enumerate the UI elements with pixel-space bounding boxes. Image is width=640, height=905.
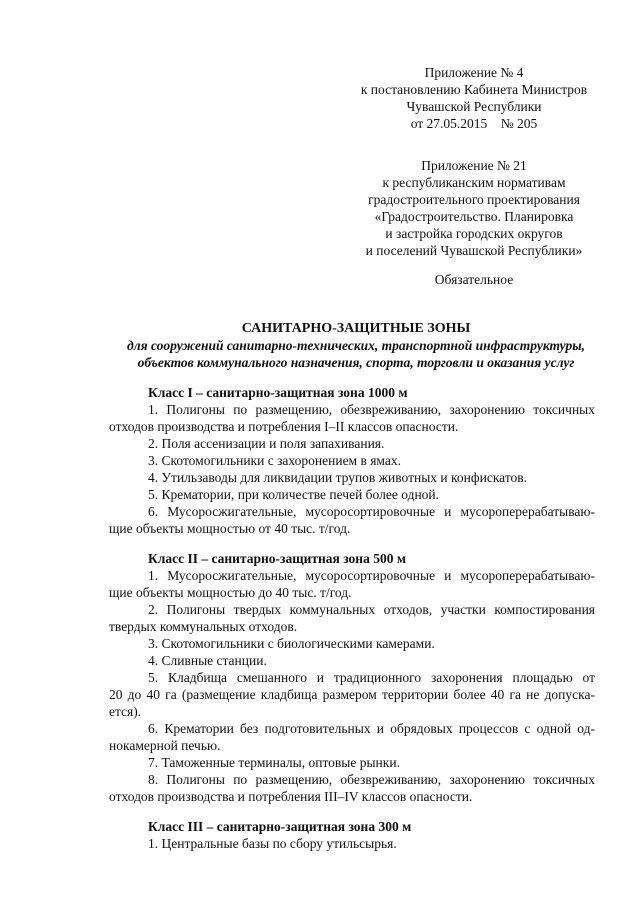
class-1-line: 5. Крематории, при количестве печей более одной.	[148, 487, 440, 502]
class-2-line: нокамерной печью.	[109, 738, 221, 753]
appendix-21-line-2: градостроительного проектирования	[368, 192, 580, 207]
class-2-line: 1. Мусоросжигательные, мусоросортировочные и мусороперерабатываю-	[148, 568, 595, 583]
appendix-4-decree: к постановлению Кабинета Министров	[360, 82, 588, 97]
class-3-heading: Класс III – санитарно-защитная зона 300 м	[148, 819, 412, 834]
class-2-line: 6. Крематории без подготовительных и обрядовых процессов с одной од-	[148, 721, 595, 736]
appendix-21-line-4: и застройка городских округов	[385, 226, 563, 241]
document-title: САНИТАРНО-ЗАЩИТНЫЕ ЗОНЫ	[241, 321, 471, 336]
appendix-21-line-3: «Градостроительство. Планировка	[374, 209, 574, 224]
class-1-heading: Класс I – санитарно-защитная зона 1000 м	[148, 385, 408, 400]
class-2-line: 20 до 40 га (размещение кладбища размером территории более 40 га не допуска-	[109, 687, 595, 702]
class-1-line: 2. Поля ассенизации и поля запахивания.	[148, 436, 385, 451]
document-subtitle-line-1: для сооружений санитарно-технических, транспортной инфраструктуры,	[127, 338, 585, 353]
mandatory-label: Обязательное	[434, 272, 514, 287]
class-1-line: отходов производства и потребления I–II классов опасности.	[109, 419, 459, 434]
appendix-21-line-1: к республиканским нормативам	[382, 175, 566, 190]
class-2-line: твердых коммунальных отходов.	[109, 619, 298, 634]
class-1-line: 4. Утильзаводы для ликвидации трупов животных и конфискатов.	[148, 470, 528, 485]
appendix-4-republic: Чувашской Республики	[406, 99, 542, 114]
class-2-line: отходов производства и потребления III–IV классов опасности.	[109, 789, 473, 804]
class-1-line: 1. Полигоны по размещению, обезвреживанию, захоронению токсичных	[148, 402, 595, 417]
class-1-line: щие объекты мощностью от 40 тыс. т/год.	[109, 521, 351, 536]
class-2-line: 2. Полигоны твердых коммунальных отходов, участки компостирования	[148, 602, 595, 617]
class-2-line: ется).	[109, 704, 142, 719]
class-1-line: 6. Мусоросжигательные, мусоросортировочные и мусороперерабатываю-	[148, 504, 595, 519]
document-subtitle-line-2: объектов коммунального назначения, спорта, торговли и оказания услуг	[137, 355, 575, 370]
appendix-21-header	[356, 157, 592, 259]
class-3-line: 1. Центральные базы по сбору утильсырья.	[148, 836, 397, 851]
class-2-heading: Класс II – санитарно-защитная зона 500 м	[148, 551, 407, 566]
class-2-line: 4. Сливные станции.	[148, 653, 267, 668]
class-2-line: 8. Полигоны по размещению, обезвреживанию, захоронению токсичных	[148, 772, 595, 787]
class-2-line: 5. Кладбища смешанного и традиционного захоронения площадью от	[148, 670, 595, 685]
appendix-21-title: Приложение № 21	[421, 158, 527, 173]
class-2-line: 7. Таможенные терминалы, оптовые рынки.	[148, 755, 400, 770]
class-2-line: 3. Скотомогильники с биологическими камерами.	[148, 636, 435, 651]
appendix-4-title: Приложение № 4	[424, 65, 524, 80]
class-1-line: 3. Скотомогильники с захоронением в ямах.	[148, 453, 401, 468]
appendix-21-line-5: и поселений Чувашской Республики»	[365, 243, 583, 258]
appendix-4-date: от 27.05.2015 № 205	[410, 116, 538, 131]
appendix-4-header	[356, 64, 592, 132]
class-2-line: щие объекты мощностью до 40 тыс. т/год.	[109, 585, 352, 600]
